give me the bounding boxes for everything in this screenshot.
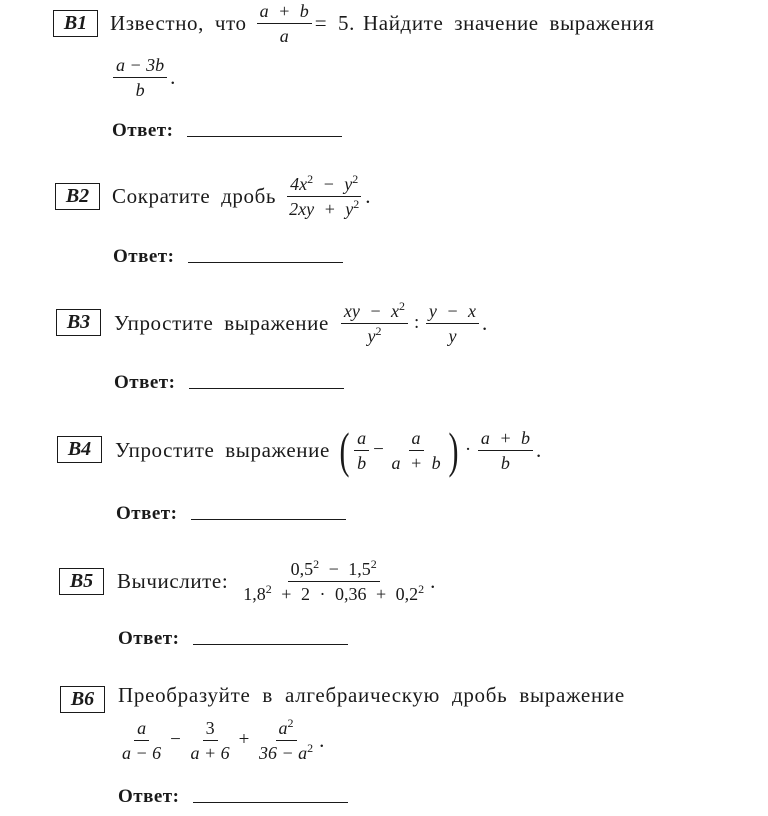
statement-text: Упростите выражение bbox=[115, 437, 330, 462]
answer-label: Ответ: bbox=[114, 372, 176, 393]
fraction bbox=[388, 426, 443, 475]
numerator: a + b bbox=[257, 0, 312, 24]
problem-statement bbox=[112, 170, 371, 222]
answer-blank-line[interactable] bbox=[188, 262, 343, 263]
denominator: a + b bbox=[391, 452, 441, 473]
fraction bbox=[187, 716, 232, 765]
fraction bbox=[256, 716, 316, 765]
division-sign: : bbox=[414, 312, 420, 333]
equals-value: = 5. bbox=[314, 10, 356, 35]
answer-blank-line[interactable] bbox=[193, 802, 348, 803]
problem-number-badge: B5 bbox=[59, 568, 104, 595]
numerator: xy − $x^2$ bbox=[341, 299, 408, 324]
answer-row bbox=[116, 503, 346, 525]
denominator: b bbox=[500, 452, 510, 473]
answer-row bbox=[113, 246, 343, 268]
numerator: a + b bbox=[478, 426, 533, 451]
answer-blank-line[interactable] bbox=[187, 136, 342, 137]
numerator: a bbox=[134, 716, 149, 741]
answer-label: Ответ: bbox=[116, 503, 178, 524]
denominator: $y^2$ bbox=[367, 323, 382, 346]
minus-sign: − bbox=[170, 729, 182, 750]
period: . bbox=[319, 727, 325, 752]
multiply-dot: · bbox=[464, 439, 472, 460]
answer-blank-line[interactable] bbox=[191, 519, 346, 520]
answer-label: Ответ: bbox=[118, 786, 180, 807]
denominator: $36 - a^2$ bbox=[258, 740, 314, 763]
problem-statement bbox=[117, 554, 436, 608]
answer-blank-line[interactable] bbox=[189, 388, 344, 389]
denominator: a − 6 bbox=[122, 742, 162, 763]
statement-text: Сократите дробь bbox=[112, 183, 277, 208]
fraction bbox=[354, 426, 369, 475]
period: . bbox=[482, 310, 488, 335]
problem-statement bbox=[110, 0, 655, 46]
period: . bbox=[535, 437, 542, 462]
problem-number-badge: B2 bbox=[55, 183, 100, 210]
answer-blank-line[interactable] bbox=[193, 644, 348, 645]
problem-statement bbox=[118, 680, 625, 710]
answer-label: Ответ: bbox=[112, 120, 174, 141]
denominator: b bbox=[135, 79, 145, 100]
numerator: y − x bbox=[426, 299, 479, 324]
problem-statement bbox=[115, 422, 542, 478]
problem-statement-line2 bbox=[110, 52, 176, 102]
answer-label: Ответ: bbox=[113, 246, 175, 267]
problem-statement-line2 bbox=[116, 713, 325, 767]
denominator: y bbox=[448, 325, 457, 346]
fraction bbox=[257, 0, 312, 48]
minus-sign: − bbox=[373, 439, 385, 460]
numerator: a − 3b bbox=[113, 53, 167, 78]
answer-row bbox=[112, 120, 342, 142]
period: . bbox=[170, 64, 177, 89]
fraction bbox=[426, 299, 479, 348]
problem-number-badge: B3 bbox=[56, 309, 101, 336]
period: . bbox=[365, 183, 372, 208]
fraction bbox=[240, 557, 427, 606]
denominator: $1,8^2 + 2 \cdot 0,36 + 0,2^2$ bbox=[243, 581, 425, 604]
numerator: 3 bbox=[203, 716, 218, 741]
numerator: a bbox=[409, 426, 424, 451]
answer-row bbox=[118, 786, 348, 808]
left-parenthesis: ( bbox=[339, 422, 350, 478]
answer-row bbox=[118, 628, 348, 650]
denominator: a + 6 bbox=[190, 742, 230, 763]
answer-label: Ответ: bbox=[118, 628, 180, 649]
fraction bbox=[341, 299, 408, 348]
statement-text: Вычислите: bbox=[117, 568, 229, 593]
fraction bbox=[113, 53, 167, 102]
numerator: $0,5^2 - 1,5^2$ bbox=[288, 557, 380, 582]
numerator: $4x^2 - y^2$ bbox=[287, 172, 361, 197]
period: . bbox=[430, 568, 436, 593]
numerator: a bbox=[354, 426, 369, 451]
answer-row bbox=[114, 372, 344, 394]
denominator: $2xy + y^2$ bbox=[289, 196, 360, 219]
fraction bbox=[119, 716, 164, 765]
statement-text: Преобразуйте в алгебраическую дробь выражение bbox=[118, 682, 625, 707]
fraction bbox=[478, 426, 533, 475]
right-parenthesis: ) bbox=[448, 422, 459, 478]
statement-text: Найдите значение выражения bbox=[363, 10, 655, 35]
plus-sign: + bbox=[238, 729, 250, 750]
numerator: $a^2$ bbox=[276, 716, 297, 741]
problem-number-badge: B4 bbox=[57, 436, 102, 463]
statement-text: Известно, что bbox=[110, 10, 247, 35]
denominator: a bbox=[279, 25, 289, 46]
problem-number-badge: B1 bbox=[53, 10, 98, 37]
statement-text: Упростите выражение bbox=[114, 310, 329, 335]
problem-statement bbox=[114, 296, 488, 350]
denominator: b bbox=[357, 452, 367, 473]
problem-number-badge: B6 bbox=[60, 686, 105, 713]
fraction bbox=[286, 172, 362, 221]
